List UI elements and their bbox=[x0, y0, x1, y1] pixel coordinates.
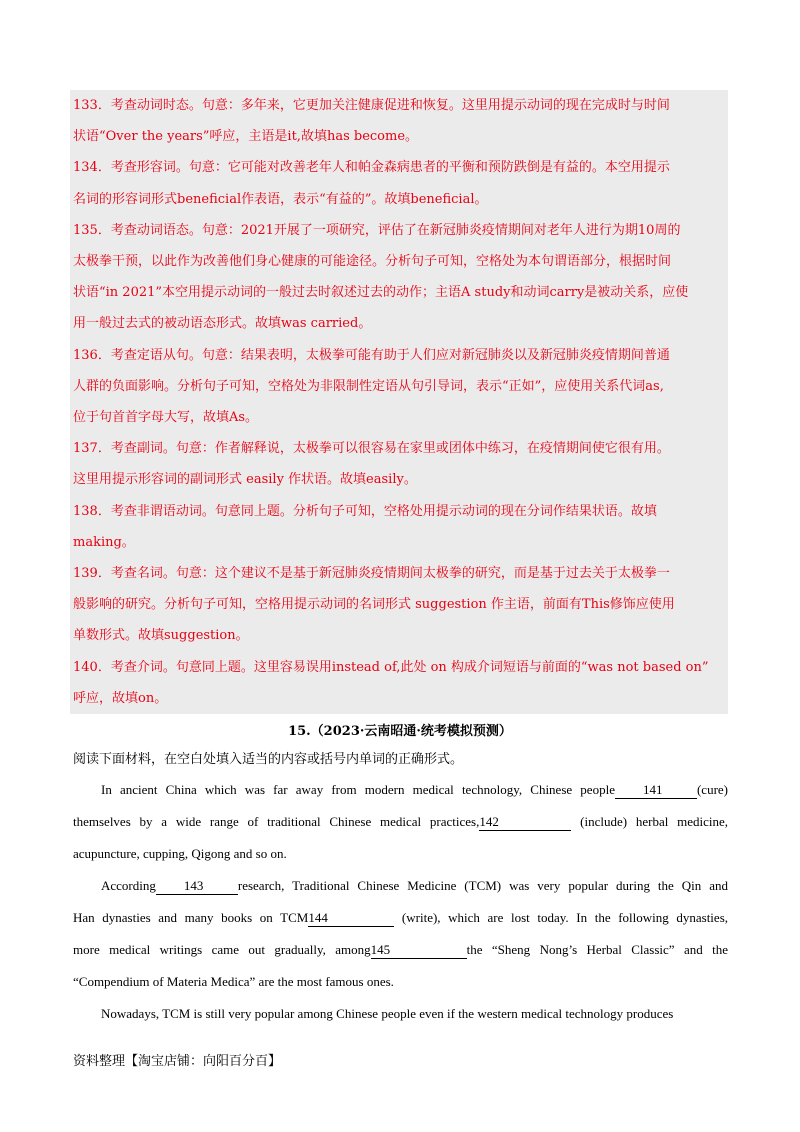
passage-line: “Compendium of Materia Medica” are the most famous ones. bbox=[73, 974, 394, 989]
answer-line: 138．考查非谓语动词。句意同上题。分析句子可知，空格处用提示动词的现在分词作结果状语。故填 bbox=[73, 503, 657, 519]
answer-explanations bbox=[70, 90, 728, 714]
answer-line: 状语“Over the years”呼应，主语是it,故填has become。 bbox=[73, 129, 419, 145]
question-title: 15.（2023·云南昭通·统考模拟预测） bbox=[288, 724, 512, 739]
blank-144[interactable]: 144 bbox=[308, 910, 394, 927]
passage-line: Nowadays, TCM is still very popular among Chinese people even if the western medical technology produces bbox=[101, 1006, 674, 1021]
answer-line: 呼应，故填on。 bbox=[73, 690, 168, 706]
answer-line: 139．考查名词。句意：这个建议不是基于新冠肺炎疫情期间太极拳的研究，而是基于过去关于太极拳一 bbox=[73, 566, 670, 582]
passage-line: acupuncture, cupping, Qigong and so on. bbox=[73, 846, 287, 861]
question-instruction: 阅读下面材料，在空白处填入适当的内容或括号内单词的正确形式。 bbox=[73, 752, 464, 767]
blank-145[interactable]: 145 bbox=[371, 942, 467, 959]
blank-143[interactable]: 143 bbox=[156, 878, 238, 895]
answer-line: 140．考查介词。句意同上题。这里容易误用instead of,此处 on 构成介词短语与前面的“was not based on” bbox=[73, 659, 709, 675]
answer-line: 位于句首首字母大写，故填As。 bbox=[73, 410, 259, 426]
answer-line: making。 bbox=[73, 534, 135, 550]
answer-line: 134．考查形容词。句意：它可能对改善老年人和帕金森病患者的平衡和预防跌倒是有益的。本空用提示 bbox=[73, 160, 670, 176]
answer-line: 136．考查定语从句。句意：结果表明，太极拳可能有助于人们应对新冠肺炎以及新冠肺炎疫情期间普通 bbox=[73, 347, 670, 363]
blank-141[interactable]: 141 bbox=[615, 782, 697, 799]
answer-line: 名词的形容词形式beneficial作表语，表示“有益的”。故填beneficial。 bbox=[73, 191, 488, 207]
page-footer: 资料整理【淘宝店铺：向阳百分百】 bbox=[73, 1054, 282, 1069]
answer-line: 般影响的研究。分析句子可知，空格用提示动词的名词形式 suggestion 作主语，前面有This修饰应使用 bbox=[73, 597, 675, 613]
blank-142[interactable]: 142 bbox=[479, 814, 571, 831]
answer-line: 太极拳干预，以此作为改善他们身心健康的可能途径。分析句子可知，空格处为本句谓语部分，根据时间 bbox=[73, 254, 672, 270]
reading-passage bbox=[73, 774, 728, 1030]
answer-line: 137．考查副词。句意：作者解释说，太极拳可以很容易在家里或团体中练习，在疫情期间使它很有用。 bbox=[73, 441, 670, 457]
answer-line: 133．考查动词时态。句意：多年来，它更加关注健康促进和恢复。这里用提示动词的现在完成时与时间 bbox=[73, 98, 670, 113]
passage-line: In ancient China which was far away from modern medical technology, Chinese people 141 (cure) bbox=[101, 782, 728, 797]
passage-line: themselves by a wide range of traditional Chinese medical practices,142 (include) herbal medicine, bbox=[73, 814, 728, 829]
answer-line: 单数形式。故填suggestion。 bbox=[73, 628, 249, 644]
answer-line: 135．考查动词语态。句意：2021开展了一项研究，评估了在新冠肺炎疫情期间对老年人进行为期10周的 bbox=[73, 222, 681, 238]
passage-line: According 143 research, Traditional Chinese Medicine (TCM) was very popular during the Qin and bbox=[101, 878, 728, 893]
answer-line: 这里用提示形容词的副词形式 easily 作状语。故填easily。 bbox=[73, 472, 417, 488]
answer-line: 状语“in 2021”本空用提示动词的一般过去时叙述过去的动作；主语A study和动词carry是被动关系，应使 bbox=[73, 285, 689, 301]
passage-line: more medical writings came out gradually, among145 the “Sheng Nong’s Herbal Classic” and the bbox=[73, 942, 728, 957]
answer-line: 用一般过去式的被动语态形式。故填was carried。 bbox=[73, 316, 372, 332]
answer-line: 人群的负面影响。分析句子可知，空格处为非限制性定语从句引导词，表示“正如”，应使用关系代词as, bbox=[73, 378, 664, 394]
passage-line: Han dynasties and many books on TCM144 (write), which are lost today. In the following dynasties, bbox=[73, 910, 728, 925]
